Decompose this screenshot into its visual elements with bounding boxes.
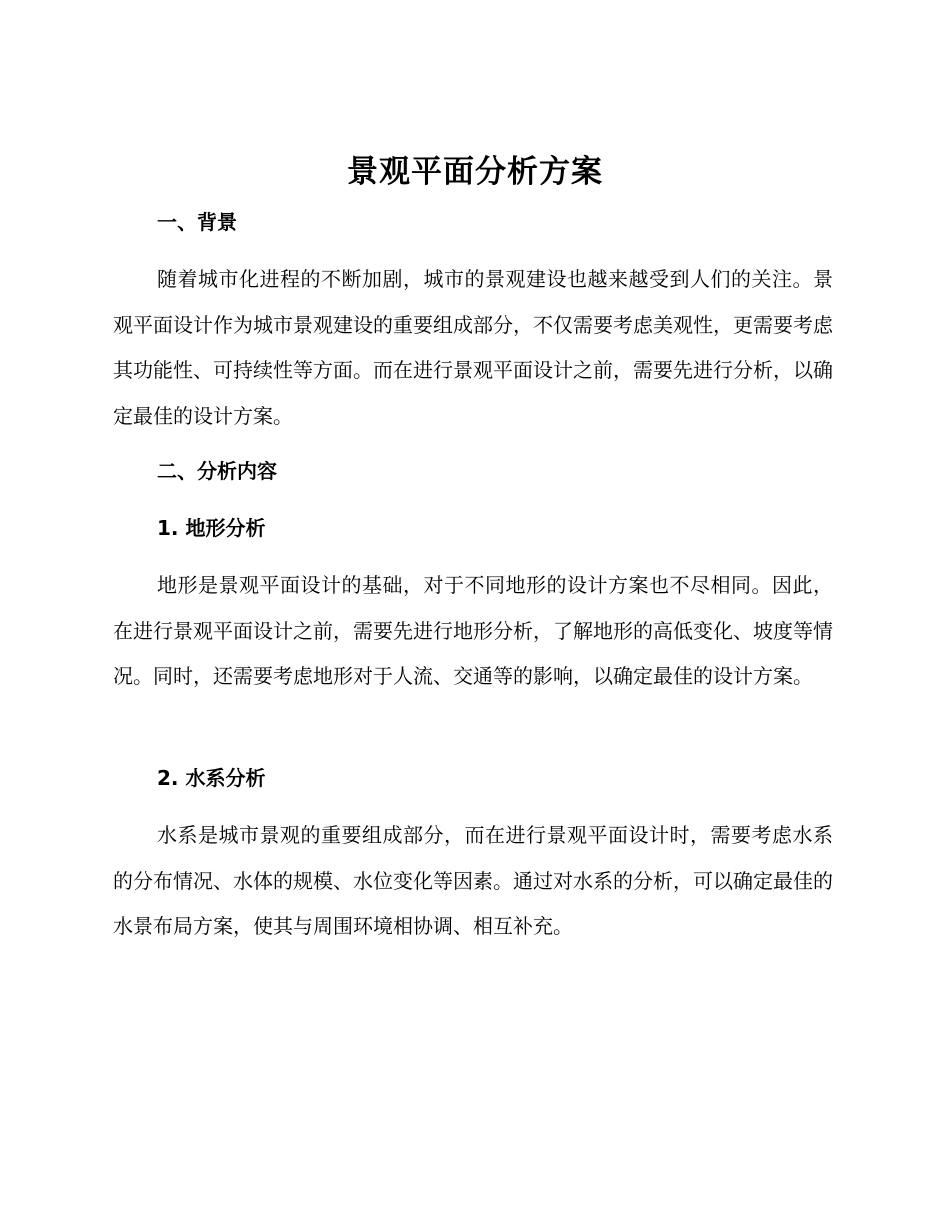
paragraph-terrain-analysis: 地形是景观平面设计的基础，对于不同地形的设计方案也不尽相同。因此，在进行景观平面设计之前，需要先进行地形分析，了解地形的高低变化、坡度等情况。同时，还需要考虑地形对于人流、交通等的影响，以确定最佳的设计方案。 [113, 573, 833, 688]
section-heading-background: 一、背景 [157, 210, 237, 234]
paragraph-water-analysis: 水系是城市景观的重要组成部分，而在进行景观平面设计时，需要考虑水系的分布情况、水体的规模、水位变化等因素。通过对水系的分析，可以确定最佳的水景布局方案，使其与周围环境相协调、相互补充。 [113, 823, 833, 938]
subsection-heading-water-analysis: 2. 水系分析 [157, 766, 266, 790]
subsection-heading-terrain-analysis: 1. 地形分析 [157, 516, 266, 540]
paragraph-background: 随着城市化进程的不断加剧，城市的景观建设也越来越受到人们的关注。景观平面设计作为城市景观建设的重要组成部分，不仅需要考虑美观性，更需要考虑其功能性、可持续性等方面。而在进行景观平面设计之前，需要先进行分析，以确定最佳的设计方案。 [113, 267, 833, 428]
document-title: 景观平面分析方案 [347, 154, 603, 190]
section-heading-analysis-content: 二、分析内容 [157, 459, 277, 483]
